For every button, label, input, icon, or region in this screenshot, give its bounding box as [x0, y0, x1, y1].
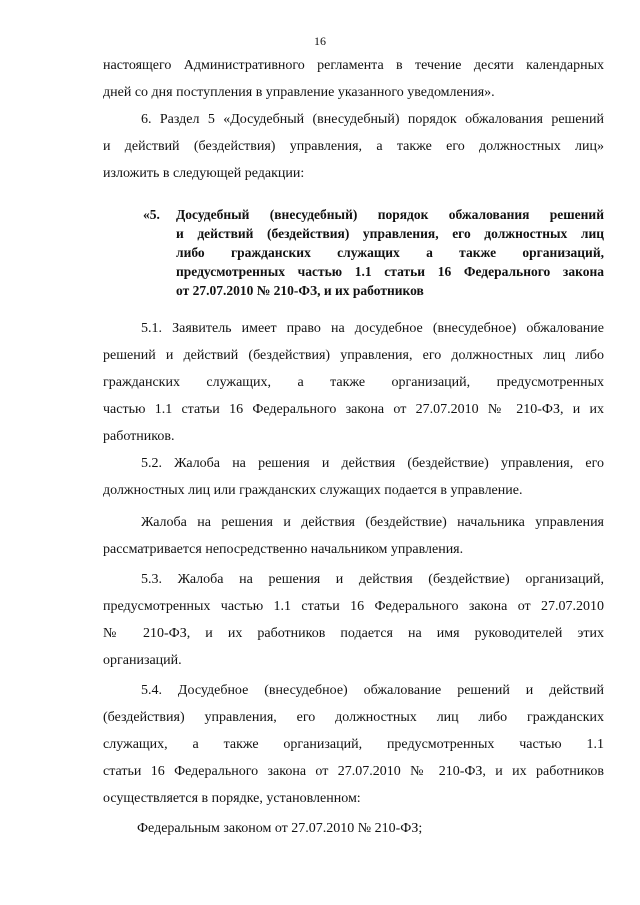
- paragraph-5-2: [103, 450, 604, 504]
- document-body: [103, 52, 604, 842]
- paragraph-5-3: [103, 566, 604, 674]
- section-heading: [143, 205, 604, 300]
- text-line: Федеральным законом от 27.07.2010 № 210-ФЗ;: [137, 821, 423, 836]
- text-line: статьи 16 Федерального закона от 27.07.2010 № 210-ФЗ, и их работников: [103, 764, 604, 779]
- heading-line: предусмотренных частью 1.1 статьи 16 Федерального закона: [176, 264, 604, 279]
- paragraph-6: [103, 106, 604, 187]
- text-line: решений и действий (бездействия) управления, его должностных лиц либо: [103, 348, 604, 363]
- text-line: (бездействия) управления, его должностных лиц либо гражданских: [103, 710, 604, 725]
- heading-line: от 27.07.2010 № 210-ФЗ, и их работников: [176, 283, 424, 298]
- text-line: организаций.: [103, 653, 182, 668]
- text-line: 5.4. Досудебное (внесудебное) обжалование решений и действий: [141, 683, 604, 698]
- text-line: гражданских служащих, а также организаций, предусмотренных: [103, 375, 604, 390]
- heading-line: Досудебный (внесудебный) порядок обжалования решений: [176, 207, 604, 222]
- text-line: дней со дня поступления в управление указанного уведомления».: [103, 85, 495, 100]
- paragraph-5-4: [103, 677, 604, 812]
- heading-line: либо гражданских служащих а также организаций,: [176, 245, 604, 260]
- text-line: изложить в следующей редакции:: [103, 166, 305, 181]
- section-title: [176, 205, 604, 300]
- text-line: работников.: [103, 429, 175, 444]
- text-line: 6. Раздел 5 «Досудебный (внесудебный) порядок обжалования решений: [141, 112, 604, 127]
- page-number: 16: [314, 34, 326, 48]
- paragraph-last: [103, 815, 604, 842]
- paragraph-intro: [103, 52, 604, 106]
- section-number: «5.: [143, 207, 160, 222]
- text-line: № 210-ФЗ, и их работников подается на имя руководителей этих: [103, 626, 604, 641]
- text-line: Жалоба на решения и действия (бездействие) начальника управления: [141, 515, 604, 530]
- text-line: должностных лиц или гражданских служащих подается в управление.: [103, 483, 523, 498]
- text-line: и действий (бездействия) управления, а также его должностных лиц»: [103, 139, 604, 154]
- paragraph-5-2-continued: [103, 509, 604, 563]
- text-line: служащих, а также организаций, предусмотренных частью 1.1: [103, 737, 604, 752]
- paragraph-5-1: [103, 315, 604, 450]
- text-line: предусмотренных частью 1.1 статьи 16 Федерального закона от 27.07.2010: [103, 599, 604, 614]
- text-line: 5.3. Жалоба на решения и действия (бездействие) организаций,: [141, 572, 604, 587]
- heading-line: и действий (бездействия) управления, его должностных лиц: [176, 226, 604, 241]
- text-line: осуществляется в порядке, установленном:: [103, 791, 361, 806]
- text-line: 5.2. Жалоба на решения и действия (бездействие) управления, его: [141, 456, 604, 471]
- text-line: рассматривается непосредственно начальником управления.: [103, 542, 464, 557]
- text-line: частью 1.1 статьи 16 Федерального закона от 27.07.2010 № 210-ФЗ, и их: [103, 402, 604, 417]
- text-line: 5.1. Заявитель имеет право на досудебное (внесудебное) обжалование: [141, 321, 604, 336]
- text-line: настоящего Административного регламента в течение десяти календарных: [103, 58, 604, 73]
